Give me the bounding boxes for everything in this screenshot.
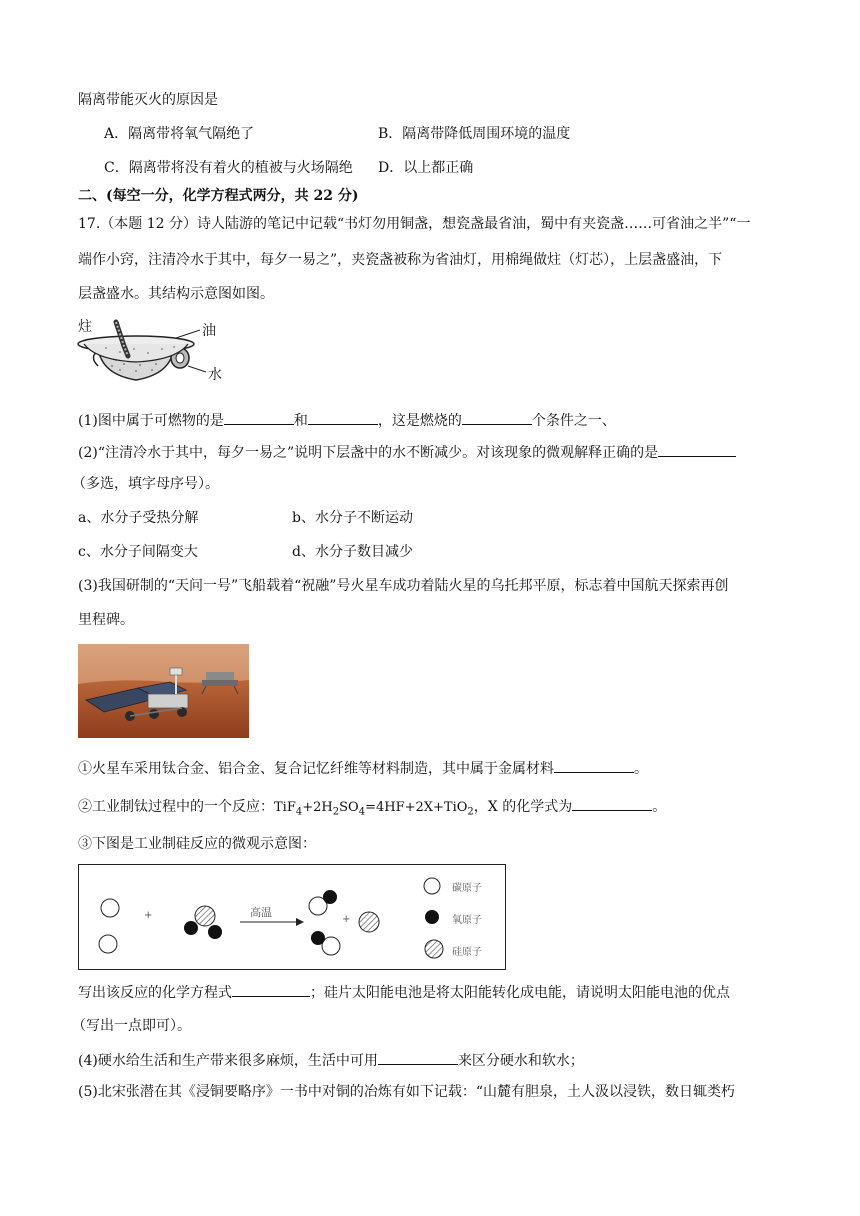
answer-blank-7[interactable] xyxy=(232,982,310,997)
q17-intro-line-3: 层盏盛水。其结构示意图如图。 xyxy=(78,286,274,302)
q17-part-1 xyxy=(78,410,616,431)
q17-part-3-line-2: 里程碑。 xyxy=(78,612,134,628)
legend-silicon: 硅原子 xyxy=(452,947,482,958)
part-3-eq-text-a: 写出该反应的化学方程式 xyxy=(78,985,232,1001)
q17-part-2 xyxy=(78,442,736,463)
q17-part-3-line-1: (3)我国研制的“天问一号”飞船载着“祝融”号火星车成功着陆火星的乌托邦平原，标志着中国航天探索再创 xyxy=(78,578,729,594)
answer-blank-6[interactable] xyxy=(572,796,652,811)
legend-carbon: 碳原子 xyxy=(452,883,482,894)
water-label: 水 xyxy=(208,367,222,383)
reaction-diagram-svg xyxy=(78,864,506,970)
answer-blank-1[interactable] xyxy=(224,410,294,425)
option-c: C．隔离带将没有着火的植被与火场隔绝 xyxy=(104,160,353,176)
legend-oxygen: 氧原子 xyxy=(452,915,482,926)
option-b-small: b、水分子不断运动 xyxy=(292,510,413,526)
mars-rover-photo xyxy=(78,644,249,738)
q17-intro-line-2: 端作小窍，注清冷水于其中，每夕一易之”，夹瓷盏被称为省油灯，用棉绳做炷（灯芯），上层盏盛油，下 xyxy=(78,252,723,268)
option-d-small: d、水分子数目减少 xyxy=(292,544,413,560)
q17-part-3-ii xyxy=(78,796,666,818)
option-c-small: c、水分子间隔变大 xyxy=(78,544,198,560)
part-1-text-d: 个条件之一、 xyxy=(531,413,616,429)
answer-blank-4[interactable] xyxy=(658,442,736,457)
part-1-text-b: 和 xyxy=(293,413,308,429)
q17-part-2-note: （多选，填字母序号）。 xyxy=(72,476,219,492)
option-a: A．隔离带将氧气隔绝了 xyxy=(104,126,255,142)
part-3-ii-text-a: ②工业制钛过程中的一个反应： xyxy=(78,799,274,815)
q17-part-3-iii: ③下图是工业制硅反应的微观示意图： xyxy=(78,836,316,852)
q17-part-4 xyxy=(78,1050,584,1071)
answer-blank-5[interactable] xyxy=(554,758,634,773)
option-b: B．隔离带降低周围环境的温度 xyxy=(378,126,571,142)
option-a-small: a、水分子受热分解 xyxy=(78,510,199,526)
answer-blank-8[interactable] xyxy=(378,1050,458,1065)
plus-sign-2: + xyxy=(342,914,351,925)
part-3-ii-text-b: ，X 的化学式为 xyxy=(473,799,573,815)
part-3-ii-text-c: 。 xyxy=(652,799,667,815)
part-3-eq-text-b: ；硅片太阳能电池是将太阳能转化成电能，请说明太阳能电池的优点 xyxy=(310,985,730,1001)
q17-intro-line-1: 17.（本题 12 分）诗人陆游的笔记中记载“书灯勿用铜盏，想瓷盏最省油，蜀中有夹瓷盏……可省油之半”“一 xyxy=(78,216,751,232)
option-d: D．以上都正确 xyxy=(378,160,474,176)
q17-part-3-eq-note: （写出一点即可）。 xyxy=(72,1018,191,1034)
part-4-text-b: 来区分硬水和软水； xyxy=(457,1053,584,1069)
part-3-i-text-a: ①火星车采用钛合金、铝合金、复合记忆纤维等材料制造，其中属于金属材料 xyxy=(78,761,554,777)
part-4-text-a: (4)硬水给生活和生产带来很多麻烦，生活中可用 xyxy=(78,1053,378,1069)
oil-lamp-figure xyxy=(76,316,226,390)
part-3-i-text-b: 。 xyxy=(634,761,648,777)
section-title: 二、(每空一分，化学方程式两分，共 22 分) xyxy=(78,188,359,204)
reaction-diagram xyxy=(78,864,506,970)
answer-blank-3[interactable] xyxy=(462,410,532,425)
answer-blank-2[interactable] xyxy=(308,410,378,425)
q17-part-5: (5)北宋张潜在其《浸铜要略序》一书中对铜的冶炼有如下记载：“山麓有胆泉，土人汲以浸铁，数日辄类朽 xyxy=(78,1084,735,1100)
arrow-label: 高温 xyxy=(250,906,272,919)
plus-sign-1: + xyxy=(144,910,153,921)
q17-part-3-eq xyxy=(78,982,730,1003)
part-1-text-a: (1)图中属于可燃物的是 xyxy=(78,413,224,429)
mars-rover-image xyxy=(78,644,249,738)
wick-label: 炷 xyxy=(78,319,92,335)
part-2-text-a: (2)“注清冷水于其中，每夕一易之”说明下层盏中的水不断减少。对该现象的微观解释正确的是 xyxy=(78,445,659,461)
equation: $TiF_4+2H_2SO_4=4HF+2X+TiO_2$ xyxy=(274,800,474,818)
question-stem: 隔离带能灭火的原因是 xyxy=(78,92,218,108)
part-1-text-c: ，这是燃烧的 xyxy=(377,413,462,429)
oil-label: 油 xyxy=(202,323,216,339)
q17-part-3-i xyxy=(78,758,648,779)
